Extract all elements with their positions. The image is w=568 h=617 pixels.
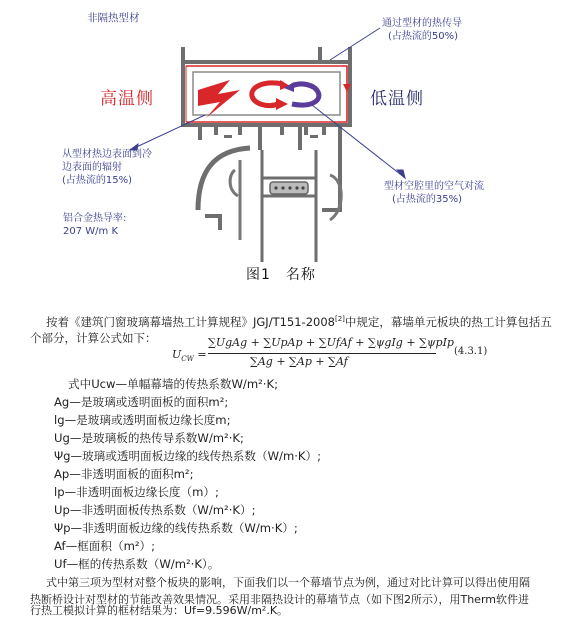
alu-conductivity-line1: 铝合金热导率: xyxy=(63,213,127,224)
convection-note-line1: 型材空腔里的空气对流 xyxy=(384,181,484,192)
formula-eq-number: (4.3.1) xyxy=(454,346,488,357)
definition-lp: lp—非透明面板边缘长度（m）; xyxy=(54,485,219,499)
definition-af: Af—框面积（m²）; xyxy=(54,539,156,553)
radiation-note-line1: 从型材热边表面到冷 xyxy=(62,149,152,160)
closing-line2: 热断桥设计对型材的节能改善效果情况。采用非隔热设计的幕墙节点（如下图2所示），用Therm软件进 xyxy=(30,593,529,606)
convection-note xyxy=(384,180,484,206)
definition-uf: Uf—框的传热系数（W/m²·K）。 xyxy=(54,557,220,571)
radiation-lightning-icon xyxy=(198,80,240,118)
cold-side-label: 低温侧 xyxy=(370,89,424,109)
definition-ap: Ap—非透明面板的面积m²; xyxy=(54,467,194,481)
formula-lhs-sub: CW xyxy=(181,355,194,364)
alu-conductivity-line2: 207 W/m K xyxy=(63,226,118,237)
intro-line1: 按着《建筑门窗玻璃幕墙热工计算规程》JGJ/T151-2008 xyxy=(46,314,335,329)
closing-line3: 行热工模拟计算的框材结果为：Uf=9.596W/m².K。 xyxy=(30,604,289,617)
radiation-note xyxy=(62,148,152,187)
intro-line2: 个部分，计算公式如下： xyxy=(30,330,157,345)
alu-conductivity-note xyxy=(63,212,126,238)
figure-caption: 图1 名称 xyxy=(246,267,316,283)
definition-ug: Ug—是玻璃板的热传导系数W/m²·K; xyxy=(54,431,244,445)
definition-psi-g: Ψg—玻璃或透明面板边缘的线传热系数（W/m·K）; xyxy=(54,449,322,463)
formula-lhs: U xyxy=(172,348,182,361)
hot-side-label: 高温侧 xyxy=(100,89,154,109)
conduction-note-line2: (占热流的50%) xyxy=(388,31,459,42)
definition-lg: lg—是玻璃或透明面板边缘长度m; xyxy=(54,413,231,427)
definition-psi-p: Ψp—非透明面板边缘的线传热系数（W/m·K）; xyxy=(54,521,298,535)
closing-line1: 式中第三项为型材对整个板块的影响，下面我们以一个幕墙节点为例，通过对比计算可以得出使用隔 xyxy=(46,576,530,589)
convection-purple-arrow-icon xyxy=(292,84,319,105)
definition-ag: Ag—是玻璃或透明面板的面积m²; xyxy=(54,395,229,409)
intro-ref: [2] xyxy=(334,315,345,323)
definition-up: Up—非透明面板传热系数（W/m²·K）; xyxy=(54,503,256,517)
profile-outline xyxy=(183,47,350,262)
definition-ucw: 式中Ucw—单幅幕墙的传热系数W/m²·K; xyxy=(68,377,278,391)
radiation-note-line2: 边表面的辐射 xyxy=(62,162,122,173)
figure-1 xyxy=(0,0,568,283)
intro-line1-end: 中规定，幕墙单元板块的热工计算包括五 xyxy=(344,314,552,329)
non-thermal-break-label: 非隔热型材 xyxy=(87,12,140,24)
radiation-note-line3: (占热流的15%) xyxy=(62,175,133,186)
conduction-note xyxy=(382,17,462,43)
formula-denominator: ∑Ag + ∑Ap + ∑Af xyxy=(250,355,348,368)
conduction-note-line1: 通过型材的热传导 xyxy=(382,18,462,29)
closing-paragraph xyxy=(30,558,564,592)
formula-numerator: ∑UgAg + ∑UpAp + ∑UfAf + ∑ψgIg + ∑ψpIp xyxy=(208,336,454,349)
convection-note-line2: (占热流的35%) xyxy=(392,194,463,205)
ucw-formula: $U_{CW}$ = ∑UgAg + ∑UpAp + ∑UfAf + ∑ψgIg + ∑ψpIp ∑Ag + ∑Ap + ∑Af (4.3.1) xyxy=(172,336,488,368)
